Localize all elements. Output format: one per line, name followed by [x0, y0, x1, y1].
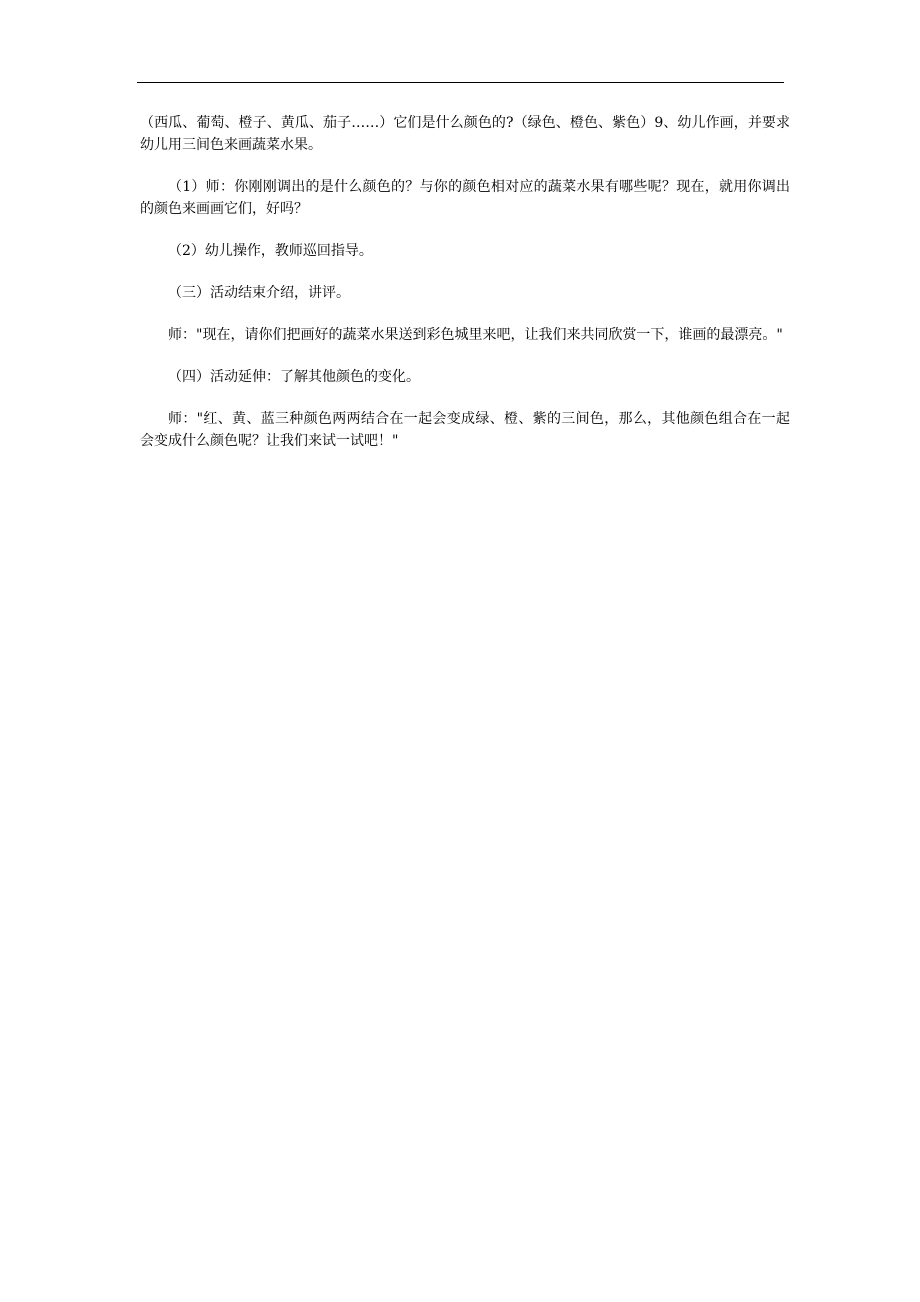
- paragraph-1: （西瓜、葡萄、橙子、黄瓜、茄子……）它们是什么颜色的?（绿色、橙色、紫色）9、幼儿作画，并要求幼儿用三间色来画蔬菜水果。: [140, 115, 790, 153]
- paragraph-5: 师："现在，请你们把画好的蔬菜水果送到彩色城里来吧，让我们来共同欣赏一下，谁画的最漂亮。": [168, 327, 783, 343]
- paragraph-7: 师："红、黄、蓝三种颜色两两结合在一起会变成绿、橙、紫的三间色，那么，其他颜色组合在一起会变成什么颜色呢？让我们来试一试吧！": [140, 411, 790, 449]
- paragraph-4: （三）活动结束介绍，讲评。: [168, 285, 350, 301]
- paragraph-2: （1）师：你刚刚调出的是什么颜色的？与你的颜色相对应的蔬菜水果有哪些呢？现在，就用你调出的颜色来画画它们，好吗？: [140, 179, 790, 217]
- paragraph-3: （2）幼儿操作，教师巡回指导。: [168, 243, 373, 259]
- header-rule: [137, 82, 784, 83]
- paragraph-6: （四）活动延伸：了解其他颜色的变化。: [168, 369, 420, 385]
- document-body: [140, 112, 790, 472]
